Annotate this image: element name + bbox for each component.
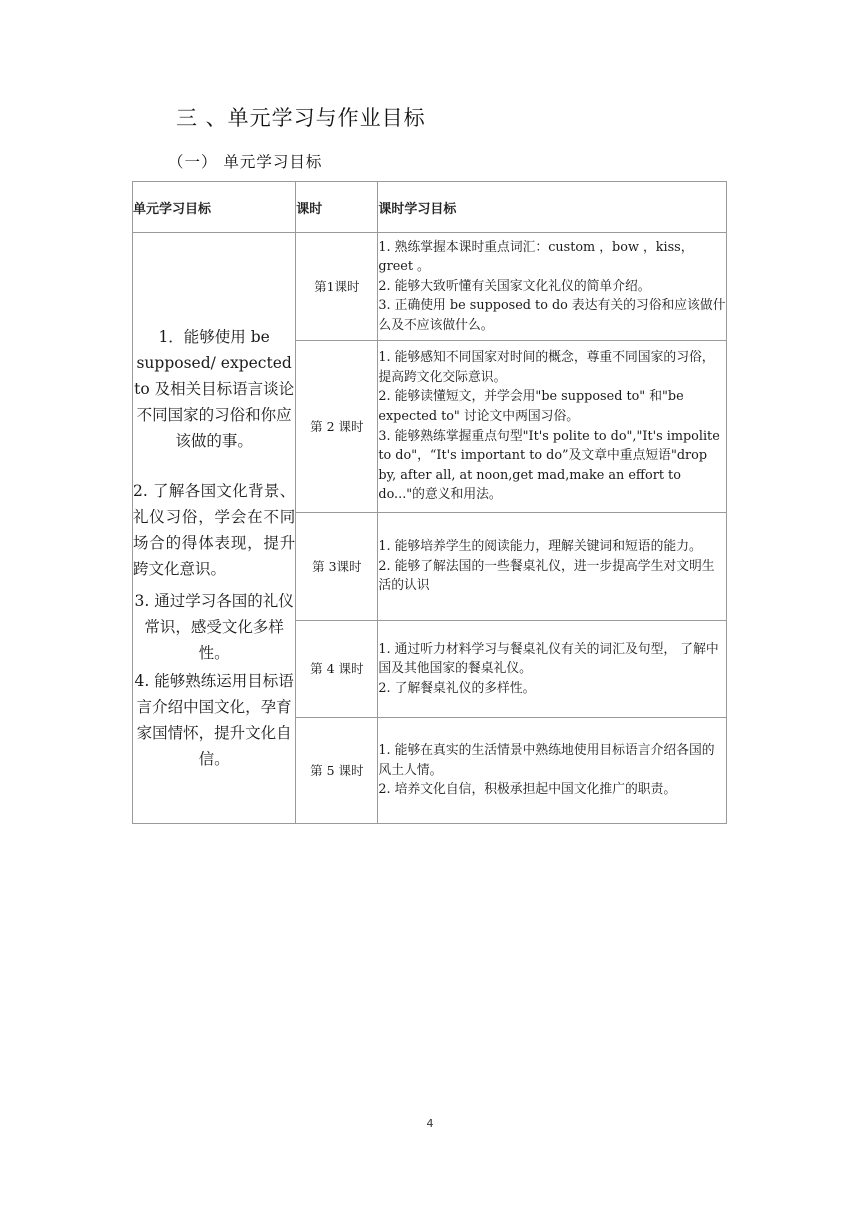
period-cell: 第 5 课时 xyxy=(296,718,378,824)
unit-goals-cell xyxy=(133,233,296,824)
unit-goals-table xyxy=(132,181,727,824)
period-cell: 第 2 课时 xyxy=(296,341,378,513)
lesson-goal: 1. 能够在真实的生活情景中熟练地使用目标语言介绍各国的风土人情。 xyxy=(378,743,715,778)
subsection-title: （一） 单元学习目标 xyxy=(168,153,323,171)
period-cell: 第 3课时 xyxy=(296,513,378,621)
lesson-goal: 1. 能够感知不同国家对时间的概念，尊重不同国家的习俗，提高跨文化交际意识。 xyxy=(378,350,715,385)
period-cell: 第 4 课时 xyxy=(296,621,378,718)
table-header-row xyxy=(133,182,727,233)
lesson-goal: 2. 能够读懂短文，并学会用"be supposed to" 和"be expected to" 讨论文中两国习俗。 xyxy=(378,389,684,424)
lesson-goal: 3. 能够熟练掌握重点句型"It's polite to do","It's impolite to do"，“It's important to do”及文章中重点短语"drop by, after all, at noon,get mad,make an effort to do..."的意义和用法。 xyxy=(378,428,720,503)
unit-goal-4: 4. 能够熟练运用目标语言介绍中国文化，孕育家国情怀，提升文化自信。 xyxy=(134,672,294,768)
lesson-goals-cell xyxy=(378,341,727,513)
unit-goal-3: 3. 通过学习各国的礼仪常识，感受文化多样性。 xyxy=(134,592,294,662)
lesson-goal: 2. 了解餐桌礼仪的多样性。 xyxy=(378,680,536,696)
unit-goal-2: 2. 了解各国文化背景、礼仪习俗，学会在不同场合的得体表现，提升跨文化意识。 xyxy=(133,482,296,578)
lesson-goal: 1. 熟练掌握本课时重点词汇：custom ，bow ，kiss，greet 。 xyxy=(378,239,694,275)
lesson-goals-cell xyxy=(378,621,727,718)
lesson-goals-cell xyxy=(378,718,727,824)
section-title: 三 、单元学习与作业目标 xyxy=(176,106,426,130)
lesson-goal: 2. 能够大致听懂有关国家文化礼仪的简单介绍。 xyxy=(378,278,651,294)
lesson-goal: 3. 正确使用 be supposed to do 表达有关的习俗和应该做什么及不应该做什么。 xyxy=(378,298,726,333)
header-period: 课时 xyxy=(296,182,378,233)
lesson-goal: 2. 培养文化自信，积极承担起中国文化推广的职责。 xyxy=(378,782,677,798)
lesson-goal: 1. 通过听力材料学习与餐桌礼仪有关的词汇及句型， 了解中国及其他国家的餐桌礼仪。 xyxy=(378,641,719,677)
page-number: 4 xyxy=(426,1117,434,1130)
period-cell: 第1课时 xyxy=(296,233,378,341)
header-lesson-goals: 课时学习目标 xyxy=(378,182,727,233)
lesson-goal: 2. 能够了解法国的一些餐桌礼仪，进一步提高学生对文明生活的认识 xyxy=(378,558,715,594)
lesson-goals-cell xyxy=(378,513,727,621)
unit-goal-1: 1．能够使用 be supposed/ expected to 及相关目标语言谈论不同国家的习俗和你应该做的事。 xyxy=(134,328,295,450)
lesson-goals-cell xyxy=(378,233,727,341)
header-unit-goals: 单元学习目标 xyxy=(133,182,296,233)
lesson-goal: 1. 能够培养学生的阅读能力，理解关键词和短语的能力。 xyxy=(378,539,702,555)
table-row xyxy=(133,233,727,341)
